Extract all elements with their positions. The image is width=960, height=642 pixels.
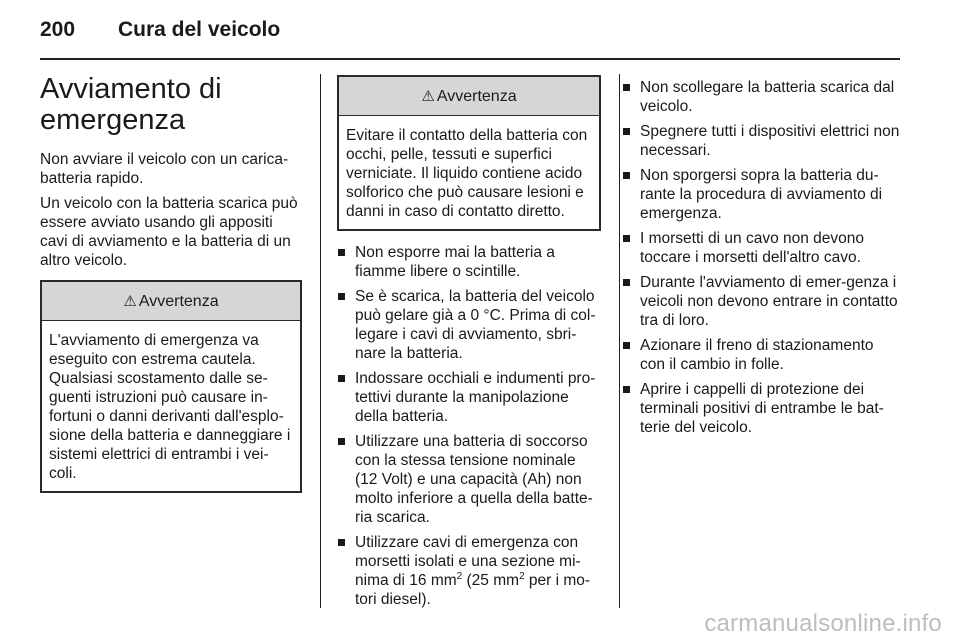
list-item: Non esporre mai la batteria a fiamme libere o scintille. <box>337 243 601 281</box>
bullet-list <box>337 243 601 609</box>
list-item: Utilizzare una batteria di soccorso con la stessa tensione nominale (12 Volt) e una capacità (Ah) non molto inferiore a quella della batte-ria scarica. <box>337 432 601 527</box>
warning-title: Avvertenza <box>436 87 517 105</box>
list-item <box>337 533 601 609</box>
list-item: Spegnere tutti i dispositivi elettrici non necessari. <box>622 122 902 160</box>
warning-box <box>40 280 302 493</box>
warning-text: L'avviamento di emergenza va eseguito con estrema cautela. Qualsiasi scostamento dalle se-guenti istruzioni può causare in-fortuni o danni derivanti dall'esplo-sione della batteria e danneggiare i sistemi elettrici di entrambi i vei-coli. <box>49 332 291 482</box>
column-divider-2 <box>619 74 620 608</box>
warning-text: Evitare il contatto della batteria con occhi, pelle, tessuti e superfici verniciate. Il liquido contiene acido solforico che può causare lesioni e danni in caso di contatto diretto. <box>346 127 588 220</box>
page-header <box>40 18 900 48</box>
column-2 <box>337 74 601 615</box>
warning-box <box>337 75 601 231</box>
page-number: 200 <box>40 18 76 41</box>
column-divider-1 <box>320 74 321 608</box>
warning-header <box>42 282 300 321</box>
column-1 <box>40 74 302 503</box>
running-title: Cura del veicolo <box>118 18 281 41</box>
list-item: Se è scarica, la batteria del veicolo può gelare già a 0 °C. Prima di col-legare i cavi di avviamento, sbri-nare la batteria. <box>337 287 601 363</box>
list-item: Durante l'avviamento di emer-genza i veicoli non devono entrare in contatto tra di loro. <box>622 273 902 330</box>
list-item: Non scollegare la batteria scarica dal veicolo. <box>622 78 902 116</box>
list-item: Indossare occhiali e indumenti pro-tettivi durante la manipolazione della batteria. <box>337 369 601 426</box>
paragraph: Un veicolo con la batteria scarica può essere avviato usando gli appositi cavi di avviamento e la batteria di un altro veicolo. <box>40 195 298 269</box>
superscript: 2 <box>456 570 463 582</box>
watermark: carmanualsonline.info <box>704 610 942 637</box>
list-item-text: per i mo-tori diesel). <box>355 572 591 608</box>
section-heading: Avviamento di emergenza <box>40 73 222 136</box>
paragraph: Non avviare il veicolo con un carica-batteria rapido. <box>40 151 289 187</box>
bullet-list <box>622 78 902 437</box>
list-item: Non sporgersi sopra la batteria du-rante la procedura di avviamento di emergenza. <box>622 166 902 223</box>
header-rule <box>40 58 900 60</box>
warning-title: Avvertenza <box>138 292 219 310</box>
warning-header <box>339 77 599 116</box>
superscript: 2 <box>519 570 525 582</box>
list-item-text: (25 mm <box>462 572 520 589</box>
list-item: I morsetti di un cavo non devono toccare i morsetti dell'altro cavo. <box>622 229 902 267</box>
list-item-text: Utilizzare cavi di emergenza con morsetti isolati e una sezione mi-nima di 16 mm <box>355 534 581 589</box>
list-item: Azionare il freno di stazionamento con il cambio in folle. <box>622 336 902 374</box>
list-item: Aprire i cappelli di protezione dei terminali positivi di entrambe le bat-terie del veicolo. <box>622 380 902 437</box>
warning-triangle-icon: ⚠ <box>421 87 435 105</box>
warning-triangle-icon: ⚠ <box>123 292 137 310</box>
column-3 <box>622 74 902 443</box>
